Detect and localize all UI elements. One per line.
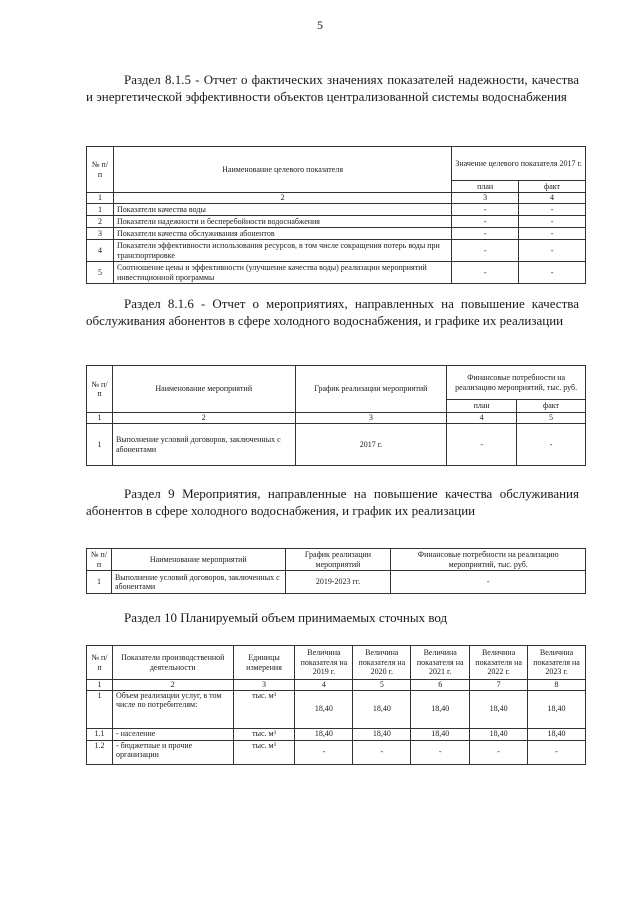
header-unit: Единицы измерения xyxy=(233,646,295,680)
section-8-1-5-title: Раздел 8.1.5 - Отчет о фактических значениях показателей надежности, качества и энергетической эффективности объектов централизованной системы водоснабжения xyxy=(86,72,579,104)
header-schedule: График реализации мероприятий xyxy=(285,549,391,571)
table-row: 1 Объем реализации услуг, в том числе по потребителям: тыс. м³ 18,40 18,40 18,40 18,40 18,40 xyxy=(87,690,586,728)
table-10 xyxy=(86,645,586,765)
table-row: 5 Соотношение цены и эффективности (улучшение качества воды) реализации мероприятий инвестиционной программы - - xyxy=(87,262,586,284)
index-row: 1 2 3 4 5 6 7 8 xyxy=(87,680,586,691)
table-row: 4 Показатели эффективности использования ресурсов, в том числе сокращения потерь воды при транспортировке - - xyxy=(87,240,586,262)
header-fact: факт xyxy=(517,400,586,413)
header-2019: Величина показателя на 2019 г. xyxy=(295,646,353,680)
header-finance: Финансовые потребности на реализацию мероприятий, тыс. руб. xyxy=(391,549,586,571)
header-name: Наименование мероприятий xyxy=(111,549,285,571)
table-9 xyxy=(86,548,586,594)
index-row: 1 2 3 4 5 xyxy=(87,413,586,424)
table-8-1-6 xyxy=(86,365,586,466)
header-schedule: График реализации мероприятий xyxy=(295,366,447,413)
header-plan: план xyxy=(452,181,519,193)
table-row: 1.2 - бюджетные и прочие организации тыс. м³ - - - - - xyxy=(87,740,586,764)
header-2023: Величина показателя на 2023 г. xyxy=(528,646,586,680)
table-row: 3 Показатели качества обслуживания абонентов - - xyxy=(87,228,586,240)
table-row: 1 Выполнение условий договоров, заключенных с абонентами 2019-2023 гг. - xyxy=(87,571,586,594)
header-num: № п/п xyxy=(87,366,113,413)
table-row: 2 Показатели надежности и бесперебойности водоснабжения - - xyxy=(87,216,586,228)
header-2020: Величина показателя на 2020 г. xyxy=(353,646,411,680)
page-number: 5 xyxy=(317,18,323,32)
header-num: № п/п xyxy=(87,549,112,571)
header-plan: план xyxy=(447,400,517,413)
table-row: 1 Показатели качества воды - - xyxy=(87,204,586,216)
header-fact: факт xyxy=(519,181,586,193)
table-8-1-5 xyxy=(86,146,586,284)
index-row: 1 2 3 4 xyxy=(87,193,586,204)
header-name: Наименование целевого показателя xyxy=(113,147,451,193)
header-num: № п/п xyxy=(87,147,114,193)
header-finance: Финансовые потребности на реализацию мероприятий, тыс. руб. xyxy=(447,366,586,400)
header-2021: Величина показателя на 2021 г. xyxy=(411,646,470,680)
header-num: № п/п xyxy=(87,646,113,680)
header-name: Показатели производственной деятельности xyxy=(112,646,233,680)
table-row: 1 Выполнение условий договоров, заключенных с абонентами 2017 г. - - xyxy=(87,424,586,466)
section-10-title: Раздел 10 Планируемый объем принимаемых сточных вод xyxy=(124,610,448,625)
header-name: Наименование мероприятий xyxy=(112,366,295,413)
table-row: 1.1 - население тыс. м³ 18,40 18,40 18,40 18,40 18,40 xyxy=(87,728,586,740)
header-2022: Величина показателя на 2022 г. xyxy=(470,646,528,680)
header-target: Значение целевого показателя 2017 г. xyxy=(452,147,586,181)
section-8-1-6-title: Раздел 8.1.6 - Отчет о мероприятиях, направленных на повышение качества обслуживания абонентов в сфере холодного водоснабжения, и графике их реализации xyxy=(86,296,579,328)
section-9-title: Раздел 9 Мероприятия, направленные на повышение качества обслуживания абонентов в сфере холодного водоснабжения, и график их реализации xyxy=(86,486,579,518)
